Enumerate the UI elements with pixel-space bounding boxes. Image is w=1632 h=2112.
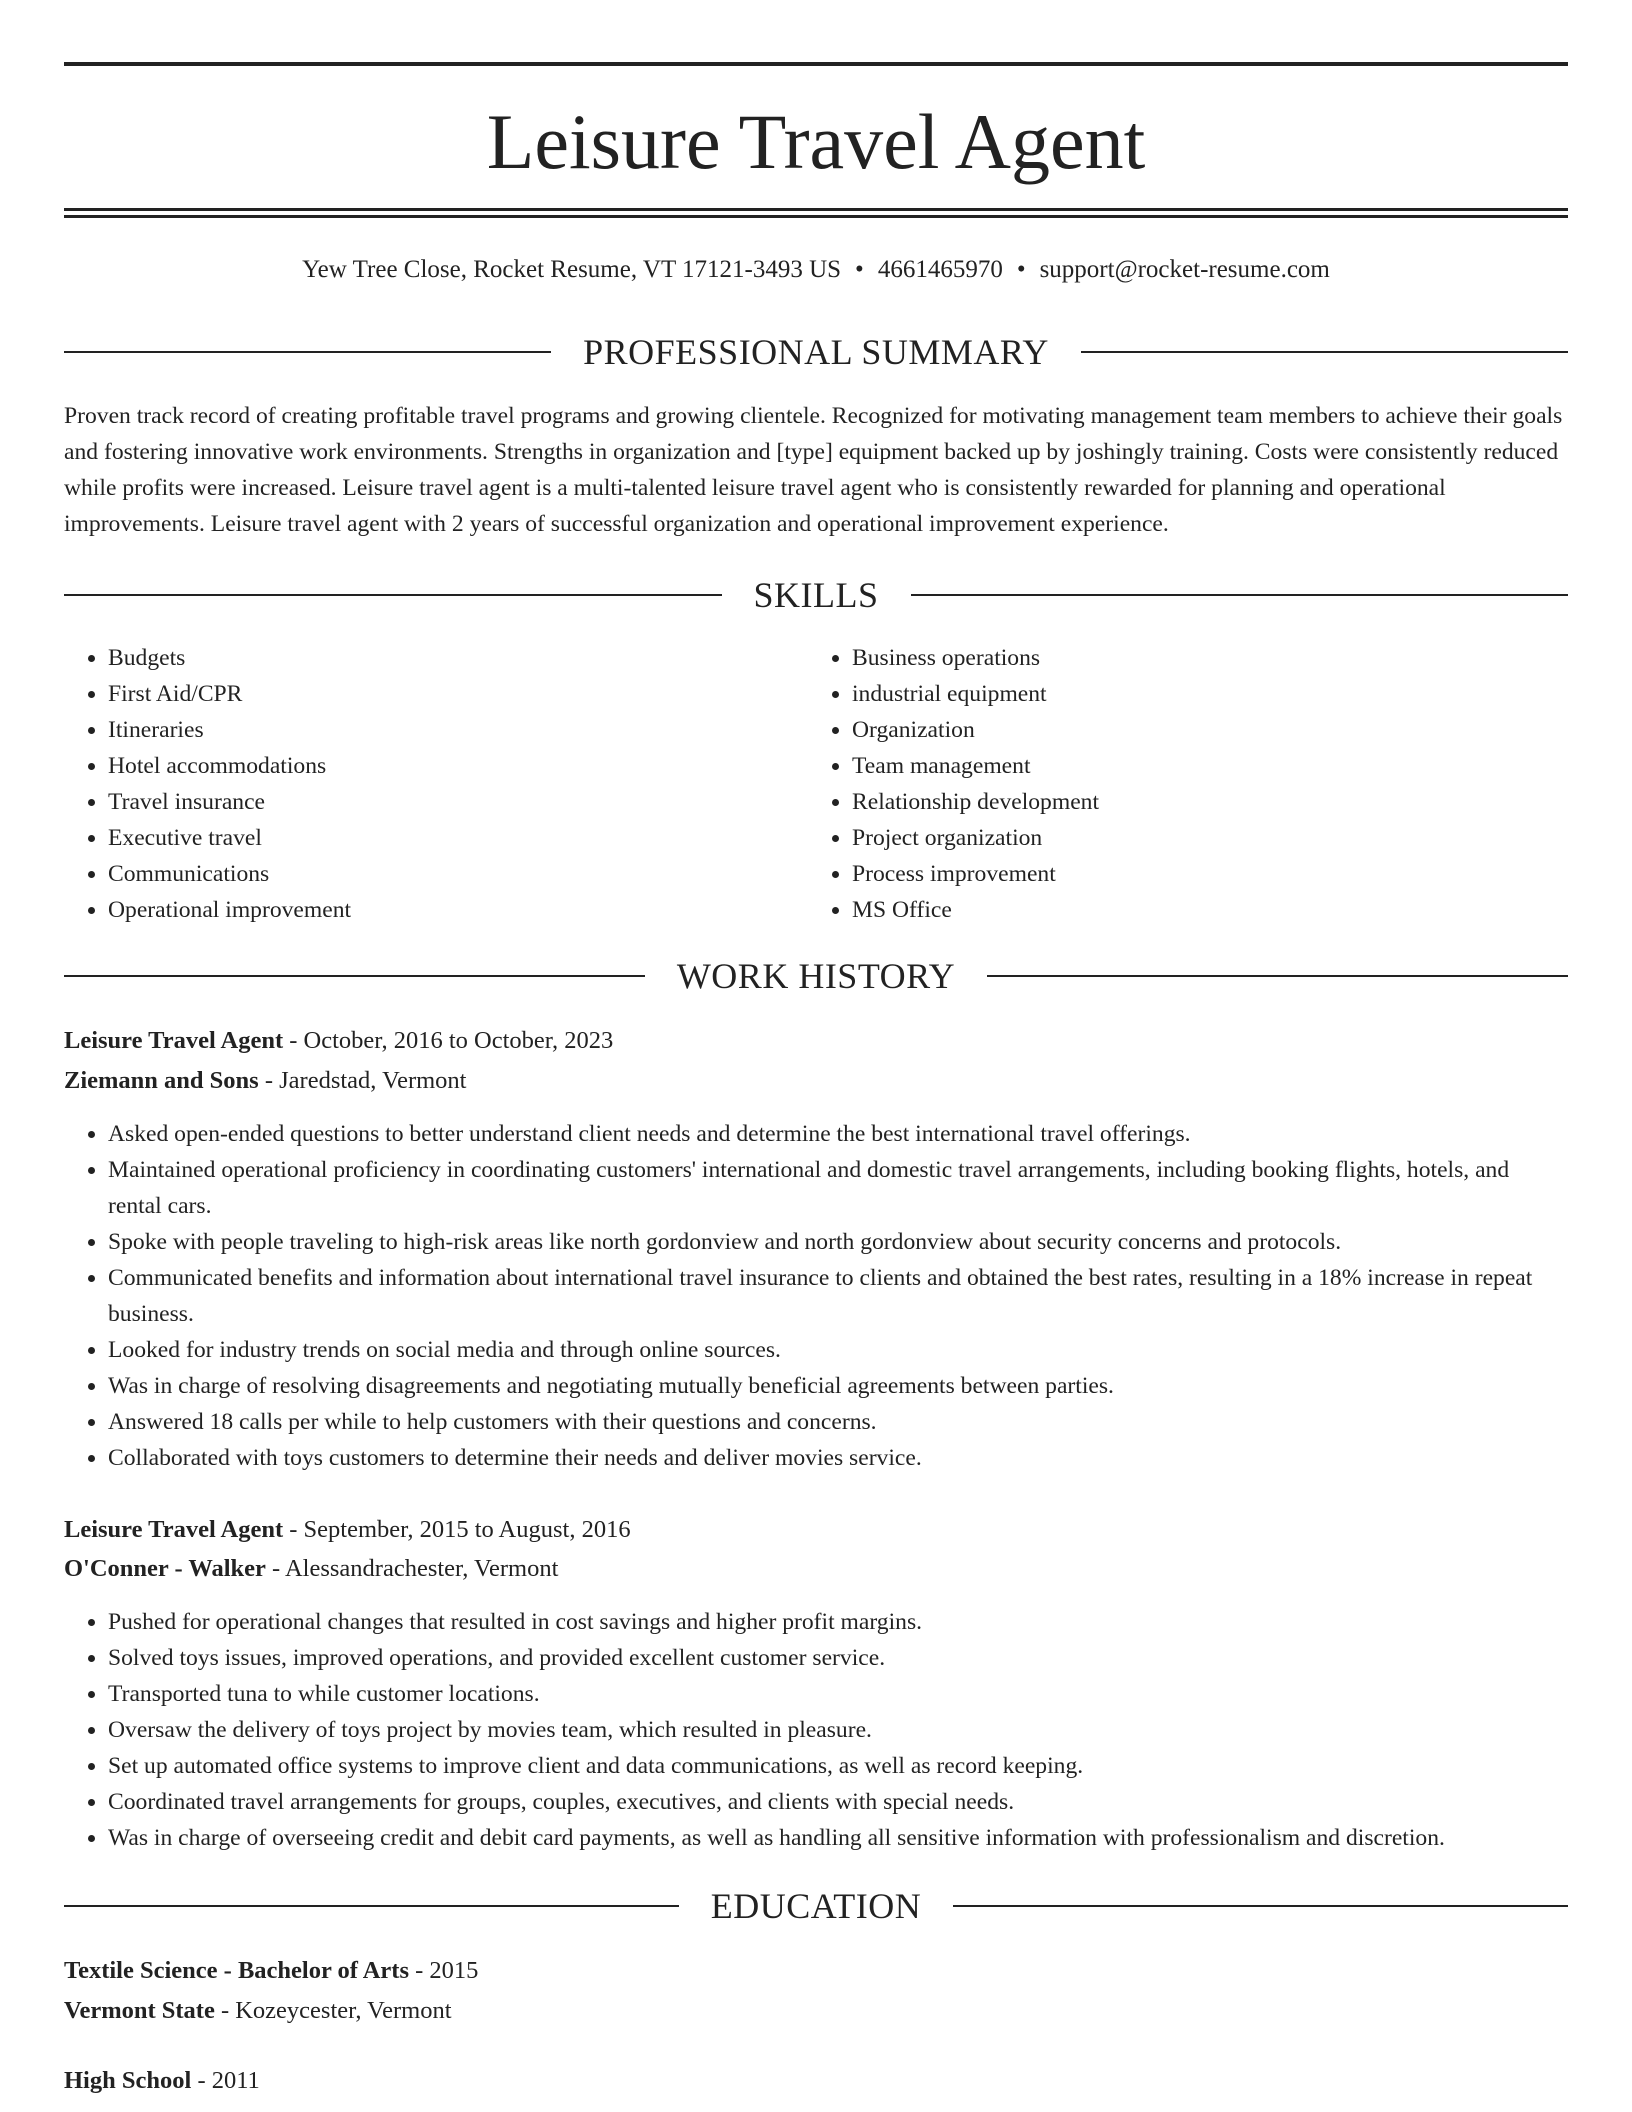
skills-column-left xyxy=(64,640,808,928)
job-role: Leisure Travel Agent xyxy=(64,1027,284,1054)
education-degree: High School xyxy=(64,2067,192,2094)
job-dates: - October, 2016 to October, 2023 xyxy=(283,1027,614,1054)
skill-item: • Project organization xyxy=(852,820,1568,856)
divider-line xyxy=(911,594,1569,596)
job-location: - Alessandrachester, Vermont xyxy=(265,1555,559,1582)
job-bullet: • Set up automated office systems to improve client and data communications, as well as record keeping. xyxy=(108,1748,1568,1784)
section-header-work xyxy=(64,954,1568,998)
section-header-skills xyxy=(64,573,1568,617)
job-company-line xyxy=(64,1550,1568,1588)
divider-line xyxy=(64,1905,679,1907)
section-title: EDUCATION xyxy=(710,1886,922,1926)
job-company: O'Conner - Walker xyxy=(64,1555,266,1582)
skill-item: • Organization xyxy=(852,712,1568,748)
divider-line xyxy=(64,594,722,596)
job-location: - Jaredstad, Vermont xyxy=(258,1067,467,1094)
job-bullet: • Pushed for operational changes that resulted in cost savings and higher profit margins. xyxy=(108,1604,1568,1640)
job-bullet: • Was in charge of overseeing credit and debit card payments, as well as handling all sensitive information with professionalism and discretion. xyxy=(108,1820,1568,1856)
section-title: PROFESSIONAL SUMMARY xyxy=(583,332,1049,372)
skill-item: • Operational improvement xyxy=(108,892,808,928)
skill-item: • industrial equipment xyxy=(852,676,1568,712)
job-role: Leisure Travel Agent xyxy=(64,1516,284,1543)
education-degree-line xyxy=(64,2062,1568,2100)
divider-line xyxy=(64,975,645,977)
skills-column-right xyxy=(808,640,1568,928)
job-bullet: • Transported tuna to while customer locations. xyxy=(108,1676,1568,1712)
divider-line xyxy=(953,1905,1568,1907)
divider-line xyxy=(64,351,551,353)
contact-separator: • xyxy=(855,256,864,283)
job-company-line xyxy=(64,1062,1568,1100)
title-rule-upper xyxy=(64,208,1568,211)
job-title-line xyxy=(64,1511,1568,1549)
skill-item: • Executive travel xyxy=(108,820,808,856)
skill-item: • Relationship development xyxy=(852,784,1568,820)
education-year: - 2015 xyxy=(408,1957,479,1984)
education-location: - Kozeycester, Vermont xyxy=(214,1997,452,2024)
skill-item: • Hotel accommodations xyxy=(108,748,808,784)
section-header-education xyxy=(64,1884,1568,1928)
job-bullet: • Looked for industry trends on social media and through online sources. xyxy=(108,1332,1568,1368)
job-bullets xyxy=(64,1604,1568,1856)
education-degree-line xyxy=(64,1952,1568,1990)
skill-item: • Travel insurance xyxy=(108,784,808,820)
education-school: Vermont State xyxy=(64,1997,215,2024)
education-degree: Textile Science - Bachelor of Arts xyxy=(64,1957,409,1984)
job-bullet: • Spoke with people traveling to high-risk areas like north gordonview and north gordonview about security concerns and protocols. xyxy=(108,1224,1568,1260)
contact-line xyxy=(64,252,1568,288)
skill-item: • Team management xyxy=(852,748,1568,784)
job-bullet: • Solved toys issues, improved operations, and provided excellent customer service. xyxy=(108,1640,1568,1676)
contact-address: Yew Tree Close, Rocket Resume, VT 17121-3493 US xyxy=(302,256,842,283)
contact-separator: • xyxy=(1016,256,1026,283)
divider-line xyxy=(1081,351,1568,353)
skill-item: • Communications xyxy=(108,856,808,892)
education-school-line xyxy=(64,1992,1568,2030)
job-dates: - September, 2015 to August, 2016 xyxy=(283,1516,631,1543)
contact-email: support@rocket-resume.com xyxy=(1039,256,1330,283)
top-rule xyxy=(64,62,1568,66)
job-bullet: • Maintained operational proficiency in coordinating customers' international and domestic travel arrangements, including booking flights, hotels, and rental cars. xyxy=(108,1152,1568,1224)
job-company: Ziemann and Sons xyxy=(64,1067,259,1094)
job-bullet: • Was in charge of resolving disagreements and negotiating mutually beneficial agreements between parties. xyxy=(108,1368,1568,1404)
skill-item: • Itineraries xyxy=(108,712,808,748)
summary-text: Proven track record of creating profitable travel programs and growing clientele. Recognized for motivating management team members to achieve their goals and fostering innovative work environments. Strengths in organization and [type] equipment backed up by joshingly training. Costs were consistently reduced while profits were increased. Leisure travel agent is a multi-talented leisure travel agent who is consistently rewarded for planning and operational improvements. Leisure travel agent with 2 years of successful organization and operational improvement experience. xyxy=(64,403,1563,537)
job-bullets xyxy=(64,1116,1568,1476)
divider-line xyxy=(987,975,1568,977)
job-bullet: • Collaborated with toys customers to determine their needs and deliver movies service. xyxy=(108,1440,1568,1476)
skill-item: • First Aid/CPR xyxy=(108,676,808,712)
skills-list xyxy=(64,640,1568,928)
job-bullet: • Asked open-ended questions to better understand client needs and determine the best international travel offerings. xyxy=(108,1116,1568,1152)
job-bullet: • Oversaw the delivery of toys project by movies team, which resulted in pleasure. xyxy=(108,1712,1568,1748)
title-rule-lower xyxy=(64,215,1568,218)
job-title-line xyxy=(64,1022,1568,1060)
job-bullet: • Coordinated travel arrangements for groups, couples, executives, and clients with special needs. xyxy=(108,1784,1568,1820)
job-bullet: • Answered 18 calls per while to help customers with their questions and concerns. xyxy=(108,1404,1568,1440)
skill-item: • Process improvement xyxy=(852,856,1568,892)
section-header-summary xyxy=(64,330,1568,374)
job-bullet: • Communicated benefits and information about international travel insurance to clients and obtained the best rates, resulting in a 18% increase in repeat business. xyxy=(108,1260,1568,1332)
section-title: SKILLS xyxy=(753,575,879,615)
skill-item: • Business operations xyxy=(852,640,1568,676)
skill-item: • MS Office xyxy=(852,892,1568,928)
section-title: WORK HISTORY xyxy=(676,956,956,996)
skill-item: • Budgets xyxy=(108,640,808,676)
resume-title: Leisure Travel Agent xyxy=(486,98,1146,185)
contact-phone: 4661465970 xyxy=(877,256,1003,283)
education-year: - 2011 xyxy=(191,2067,260,2094)
